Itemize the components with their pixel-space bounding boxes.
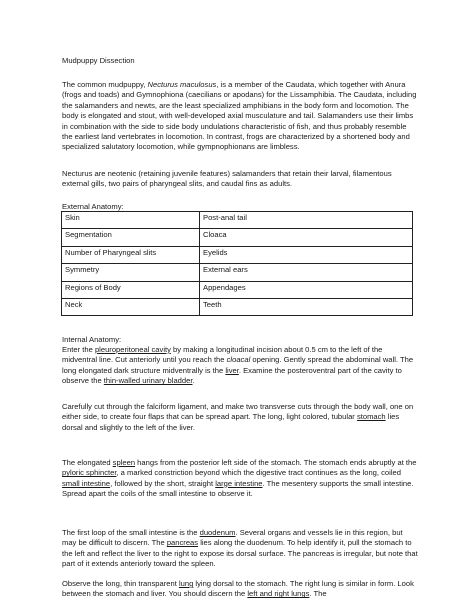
document-title: Mudpuppy Dissection — [62, 56, 135, 65]
text-run: The first loop of the small intestine is the — [62, 528, 200, 537]
internal-paragraph-2 — [62, 402, 418, 433]
text-run: lies dorsal and slightly to the left of the liver. — [62, 412, 400, 432]
table-cell: Appendages — [200, 281, 413, 298]
table-row — [62, 298, 413, 315]
text-run: . The mesentery supports the small intestine. Spread apart the coils of the small intestine to observe it. — [62, 478, 414, 499]
table-cell: Regions of Body — [62, 281, 200, 298]
text-run: , followed by the short, straight — [110, 478, 216, 488]
table-row — [62, 281, 413, 298]
term-lung: lung — [178, 579, 194, 588]
term-left-and-right-lungs: left and right lungs — [247, 589, 310, 599]
table-cell: Number of Pharyngeal slits — [62, 246, 200, 263]
internal-anatomy-heading: Internal Anatomy: — [62, 335, 122, 344]
table-row — [62, 212, 413, 229]
term-duodenum: duodenum — [199, 528, 236, 537]
text-run: . Several organs and vessels lie in this region, but may be difficult to discern. The — [62, 528, 403, 548]
table-row — [62, 229, 413, 246]
text-run: . The — [309, 589, 327, 599]
text-run: lying dorsal to the stomach. The right lung is similar in form. Look between the stomach and liver. You should discern the — [62, 579, 414, 599]
term-large-intestine: large intestine — [215, 478, 263, 488]
term-urinary-bladder: thin-walled urinary bladder — [103, 376, 193, 386]
table-cell: Teeth — [200, 298, 413, 315]
internal-paragraph-5 — [62, 579, 418, 600]
text-run: Enter the — [62, 345, 95, 354]
term-small-intestine: small intestine — [62, 478, 111, 488]
table-cell: Segmentation — [62, 229, 200, 246]
neotenic-paragraph: Necturus are neotenic (retaining juvenile features) salamanders that retain their larval, filamentous external gills, two pairs of pharyngeal slits, and caudal fins as adults. — [62, 169, 392, 189]
text-run: Carefully cut through the falciform ligament, and make two transverse cuts through the body wall, one on either side, to create four flaps that can be spread apart. The long, light colored, tubular — [62, 402, 414, 422]
internal-paragraph-3 — [62, 458, 418, 500]
term-liver: liver — [225, 365, 239, 375]
internal-paragraph-1 — [62, 345, 418, 387]
term-pyloric-sphincter: pyloric sphincter — [62, 468, 117, 478]
table-row — [62, 246, 413, 263]
text-run: opening. Gently spread the abdominal wall. The long elongated dark structure midventrally is the — [62, 355, 414, 375]
text-run: Observe the long, thin transparent — [62, 579, 179, 588]
table-cell: Post-anal tail — [200, 212, 413, 229]
table-row — [62, 264, 413, 281]
text-run: . — [192, 376, 195, 386]
term-stomach: stomach — [356, 412, 386, 422]
term-spleen: spleen — [112, 458, 136, 467]
text-run: . Examine the posteroventral part of the cavity to observe the — [62, 365, 402, 386]
intro-paragraph — [62, 80, 418, 153]
term-pleuroperitoneal-cavity: pleuroperitoneal cavity — [94, 345, 171, 354]
term-cloacal: cloacal — [226, 355, 251, 365]
text-run: by making a longitudinal incision about 0.5 cm to the left of the midventral line. Cut anteriorly until you reach the — [62, 345, 383, 365]
table-cell: Neck — [62, 298, 200, 315]
species-name: Necturus maculosus — [147, 80, 217, 89]
table-cell: External ears — [200, 264, 413, 281]
table-cell: Symmetry — [62, 264, 200, 281]
internal-paragraph-4 — [62, 528, 418, 570]
table-cell: Cloaca — [200, 229, 413, 246]
text-run: lies along the duodenum. To help identify it, pull the stomach to the left and reflect the liver to the right to expose its dorsal surface. The pancreas is irregular, but note that part of it extends anteriorly toward the spleen. — [62, 538, 418, 569]
external-anatomy-table — [61, 211, 413, 316]
term-pancreas: pancreas — [166, 538, 199, 548]
intro-text-end: , is a member of the Caudata, which together with Anura (frogs and toads) and Gymnophiona (caecilians or apodans) for the Lissamphibia. The Caudata, including the salamanders and newts, are the least specialized amphibians in the body form and locomotion. The body is elongated and stout, with well-developed axial musculature and tail. Salamanders use their limbs in combination with the side to side body undulations characteristic of fish, and thus probably resemble the earliest land vertebrates in locomotion. In contrast, frogs are characterized by a shortened body and specialized salutatory locomotion, while gympnophionans are limbless. — [62, 80, 417, 152]
intro-text-start: The common mudpuppy, — [62, 80, 148, 89]
table-cell: Skin — [62, 212, 200, 229]
text-run: The elongated — [62, 458, 113, 467]
text-run: , a marked constriction beyond which the digestive tract continues as the long, coiled — [116, 468, 401, 478]
table-cell: Eyelids — [200, 246, 413, 263]
text-run: hangs from the posterior left side of the stomach. The stomach ends abruptly at the — [135, 458, 417, 467]
external-anatomy-heading: External Anatomy: — [62, 202, 124, 211]
